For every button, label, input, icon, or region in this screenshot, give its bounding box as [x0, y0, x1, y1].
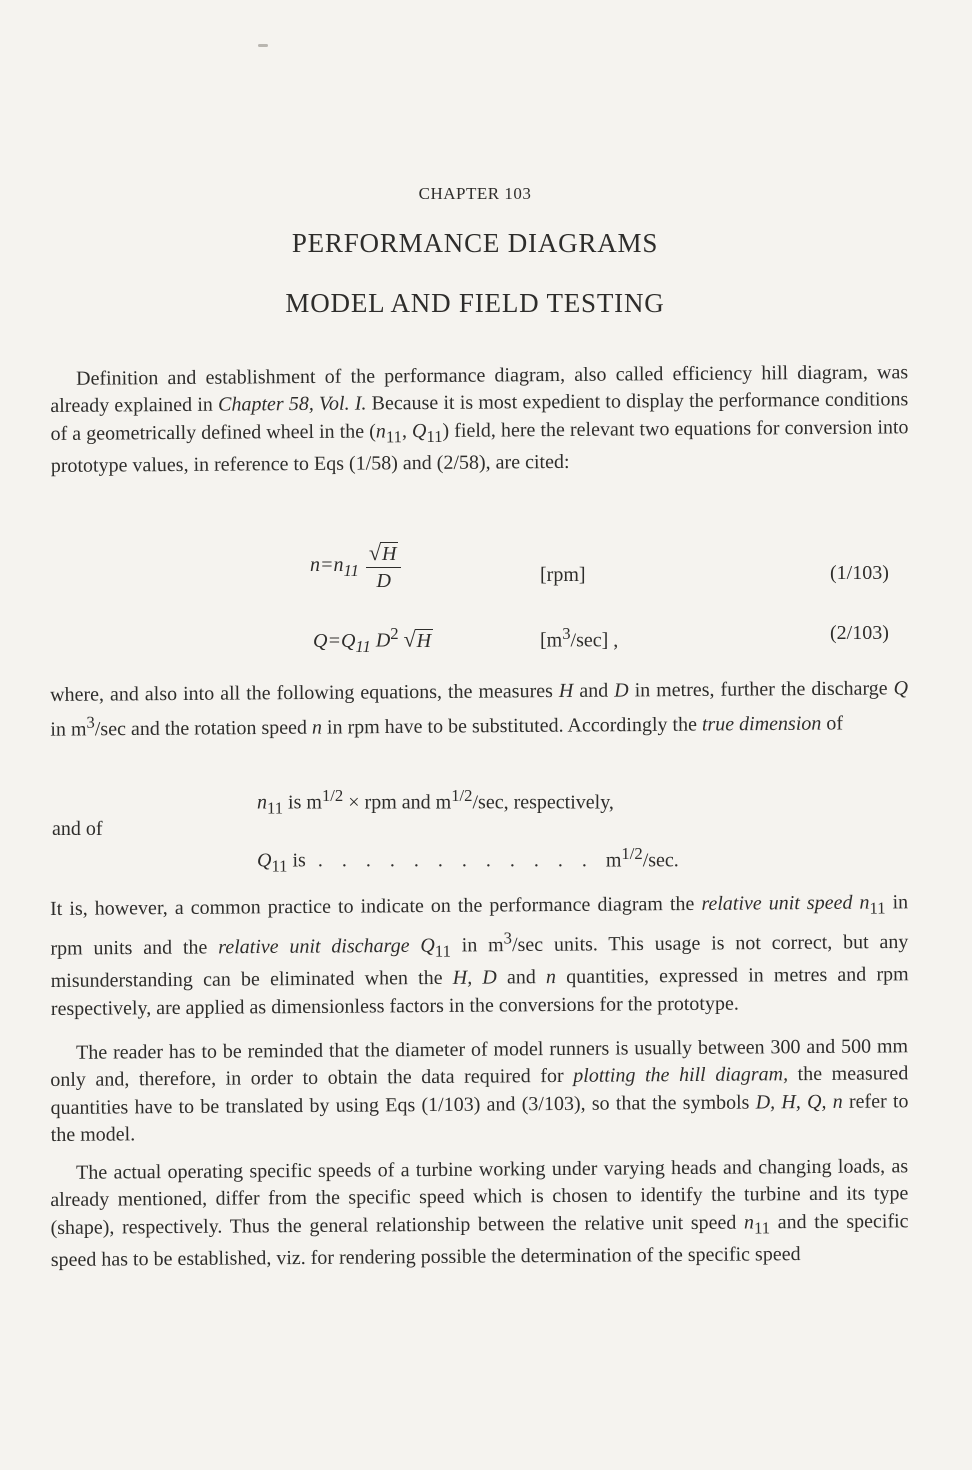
chapter-label: CHAPTER 103: [418, 184, 532, 203]
q11-dimension-line: $Q_{11}$ is . . . . . . . . . . . . $m^{1/2}/\sec$.: [257, 844, 679, 876]
equation-2: $Q=Q_{11}$ $D^2$ √H: [313, 624, 432, 656]
intro-paragraph: Definition and establishment of the performance diagram, also called efficiency hill diagram, was already explained in Chapter 58, Vol. I. Because it is most expedient to display the performance conditions of a geometrically defined wheel in the ($n_{11}$, $Q_{11}$) field, here the relevant two equations for conversion into prototype values, in reference to Eqs (1/58) and (2/58), are cited:: [50, 361, 909, 477]
eq1-lhs: $n=n_{11}$: [310, 554, 359, 581]
eq1-fraction: $\frac{√H}{D}$: [366, 540, 402, 593]
and-of-text: and of: [52, 818, 103, 840]
chapter-title-line-2: MODEL AND FIELD TESTING: [285, 288, 665, 318]
sqrt-symbol: √: [368, 540, 381, 565]
units-paragraph: where, and also into all the following equations, the measures H and D in metres, further the discharge Q in $m^3/\sec$ and the rotation speed n in rpm have to be substituted. Accordingly the true dimension of: [50, 677, 909, 741]
sqrt-symbol: √: [403, 626, 416, 652]
model-runners-paragraph: The reader has to be reminded that the diameter of model runners is usually between 300 and 500 mm only and, therefore, in order to obtain the data required for plotting the hill diagram, the measured quantities have to be translated by using Eqs (1/103) and (3/103), so that the symbols D, H, Q, n refer to the model.: [50, 1035, 909, 1146]
print-smudge: [258, 44, 268, 47]
eq1-unit: [rpm]: [540, 564, 586, 586]
n11-dimension-line: $n_{11}$ is $m^{1/2}$ × rpm and $m^{1/2}/\sec$, respectively,: [257, 786, 614, 818]
equation-1: [310, 540, 401, 593]
eq1-number: (1/103): [830, 562, 889, 584]
specific-speed-paragraph: The actual operating specific speeds of a turbine working under varying heads and changing loads, as already mentioned, differ from the specific speed which is chosen to identify the turbine and its type (shape), respectively. Thus the general relationship between the relative unit speed $n_{11}$ and the specific speed has to be established, viz. for rendering possible the determination of the specific speed: [50, 1155, 909, 1271]
common-practice-paragraph: It is, however, a common practice to indicate on the performance diagram the relative unit speed $n_{11}$ in rpm units and the relative unit discharge $Q_{11}$ in $m^3/\sec$ units. This usage is not correct, but any misunderstanding can be eliminated when the H, D and n quantities, expressed in metres and rpm respectively, are applied as dimensionless factors in the conversions for the prototype.: [50, 891, 909, 1020]
eq2-number: (2/103): [830, 622, 889, 644]
chapter-title-line-1: PERFORMANCE DIAGRAMS: [291, 228, 659, 258]
eq2-unit: $[m^3/\sec]$ ,: [540, 624, 619, 652]
